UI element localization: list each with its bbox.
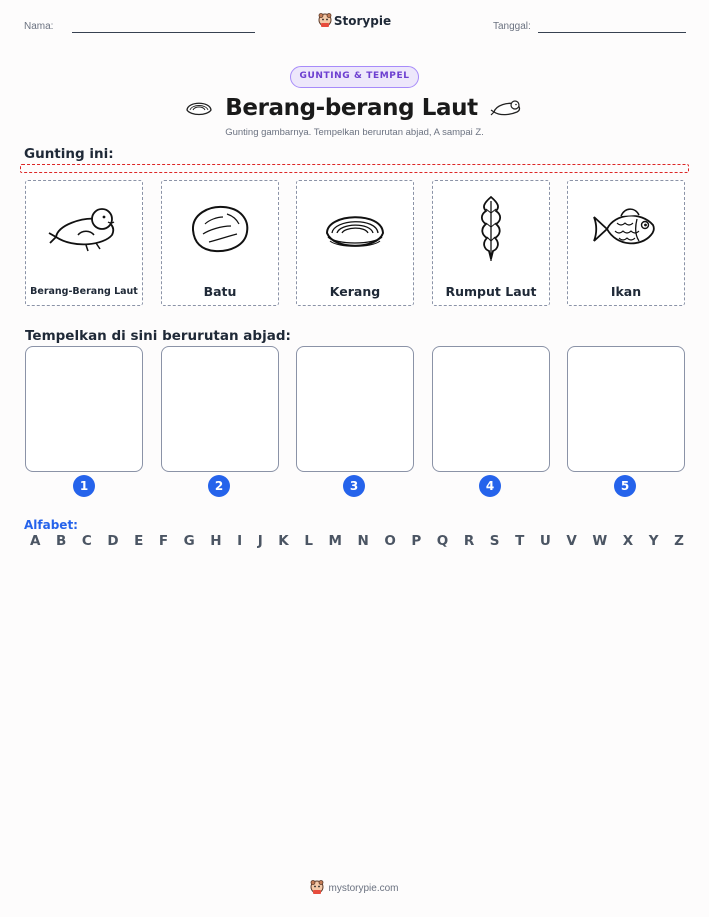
- cut-card-clam[interactable]: [296, 180, 414, 306]
- alphabet-letter: O: [384, 533, 396, 549]
- alphabet-letter: R: [463, 533, 475, 549]
- card-label: Kerang: [329, 284, 381, 299]
- alphabet-letter: Y: [648, 533, 659, 549]
- brand-logo: [0, 13, 709, 28]
- paste-slot-4[interactable]: [432, 346, 550, 472]
- card-label: Batu: [203, 284, 237, 299]
- activity-badge: GUNTING & TEMPEL: [290, 66, 419, 88]
- alphabet-letter: X: [622, 533, 634, 549]
- alphabet-row: [30, 533, 684, 549]
- card-label: Rumput Laut: [445, 284, 537, 299]
- sea-otter-icon: [490, 96, 524, 120]
- slot-number-1: 1: [73, 475, 95, 497]
- footer: [0, 880, 709, 895]
- page-title: Berang-berang Laut: [225, 95, 478, 121]
- paste-slot-2[interactable]: [161, 346, 279, 472]
- name-field[interactable]: [72, 32, 255, 33]
- title-row: [0, 92, 709, 124]
- alphabet-letter: V: [566, 533, 577, 549]
- alphabet-letter: L: [304, 533, 313, 549]
- alphabet-letter: K: [278, 533, 289, 549]
- seaweed-icon: [474, 193, 508, 265]
- alphabet-letter: Z: [674, 533, 684, 549]
- alphabet-letter: M: [328, 533, 342, 549]
- alphabet-letter: I: [237, 533, 243, 549]
- cut-line[interactable]: [20, 164, 689, 173]
- alphabet-letter: N: [357, 533, 369, 549]
- clam-shell-icon: [322, 201, 388, 257]
- card-label: Ikan: [610, 284, 642, 299]
- date-label: Tanggal:: [493, 21, 531, 32]
- name-label: Nama:: [24, 21, 54, 32]
- paste-slot-1[interactable]: [25, 346, 143, 472]
- alphabet-letter: H: [210, 533, 222, 549]
- alphabet-letter: G: [183, 533, 195, 549]
- rock-icon: [187, 202, 253, 256]
- alphabet-letter: A: [30, 533, 41, 549]
- alphabet-letter: S: [489, 533, 500, 549]
- brand-name: Storypie: [333, 14, 392, 28]
- cut-card-rock[interactable]: [161, 180, 279, 306]
- instructions: Gunting gambarnya. Tempelkan berurutan abjad, A sampai Z.: [225, 127, 484, 138]
- date-field[interactable]: [538, 32, 686, 33]
- slot-number-4: 4: [479, 475, 501, 497]
- alphabet-heading: Alfabet:: [24, 518, 78, 532]
- clam-icon: [185, 97, 213, 119]
- cut-section-heading: Gunting ini:: [24, 146, 114, 162]
- slot-number-3: 3: [343, 475, 365, 497]
- alphabet-letter: P: [411, 533, 422, 549]
- alphabet-letter: Q: [436, 533, 449, 549]
- alphabet-letter: C: [81, 533, 92, 549]
- alphabet-letter: J: [257, 533, 263, 549]
- alphabet-letter: T: [515, 533, 525, 549]
- cut-card-fish[interactable]: [567, 180, 685, 306]
- footer-url[interactable]: mystorypie.com: [328, 883, 399, 894]
- paste-slot-5[interactable]: [567, 346, 685, 472]
- fish-icon: [591, 203, 661, 255]
- paste-slot-3[interactable]: [296, 346, 414, 472]
- cut-card-seaweed[interactable]: [432, 180, 550, 306]
- sea-otter-icon: [48, 203, 120, 255]
- card-label: Berang-Berang Laut: [30, 286, 138, 297]
- slot-number-5: 5: [614, 475, 636, 497]
- storypie-mascot-icon: [318, 13, 332, 28]
- alphabet-letter: W: [592, 533, 608, 549]
- storypie-mascot-icon: [310, 880, 324, 895]
- slot-number-2: 2: [208, 475, 230, 497]
- alphabet-letter: U: [539, 533, 551, 549]
- alphabet-letter: B: [56, 533, 67, 549]
- alphabet-letter: E: [134, 533, 144, 549]
- alphabet-letter: F: [158, 533, 169, 549]
- paste-section-heading: Tempelkan di sini berurutan abjad:: [25, 328, 291, 344]
- cut-card-sea-otter[interactable]: [25, 180, 143, 306]
- alphabet-letter: D: [107, 533, 119, 549]
